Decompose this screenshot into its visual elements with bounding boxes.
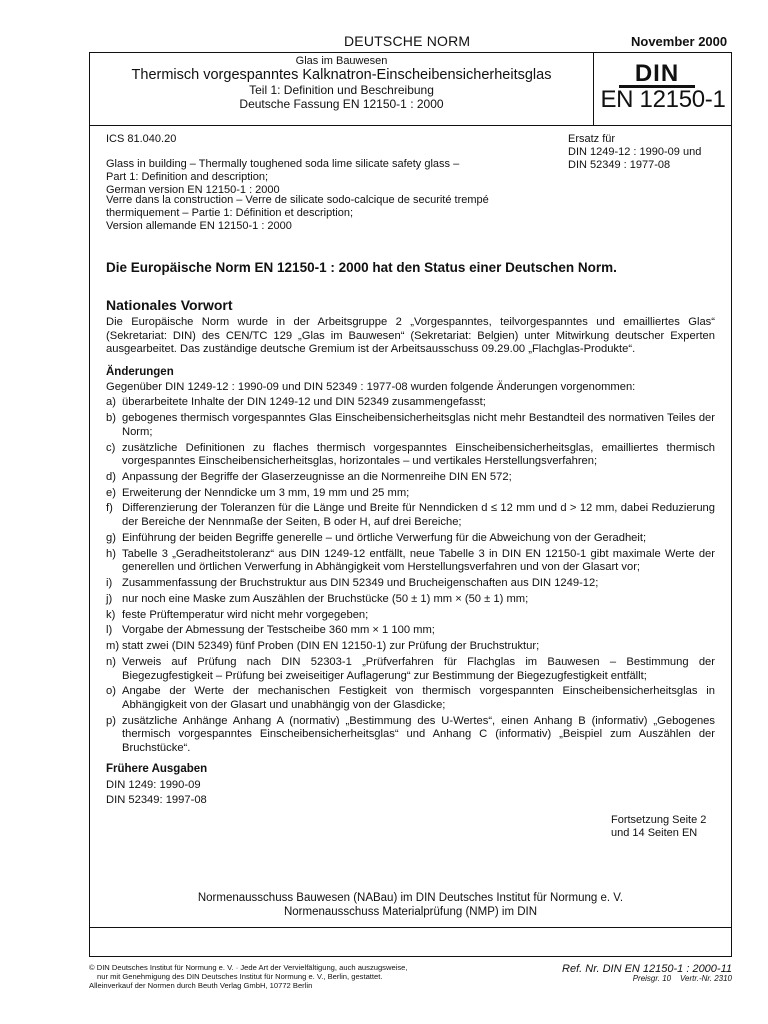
- change-item-label: g): [106, 531, 116, 544]
- fruehere-heading: Frühere Ausgaben: [106, 763, 208, 776]
- standard-number: EN 12150-1: [600, 86, 726, 113]
- change-item-label: n): [106, 655, 116, 668]
- change-item: [106, 577, 715, 591]
- document-frame: [89, 52, 732, 957]
- change-item-label: d): [106, 470, 116, 483]
- change-item-text: Zusammenfassung der Bruchstruktur aus DIN 52349 und Brucheigenschaften aus DIN 1249-12;: [122, 577, 599, 589]
- change-item-text: nur noch eine Maske zum Auszählen der Bruchstücke (50 ± 1) mm × (50 ± 1) mm;: [122, 592, 529, 605]
- price-info: [548, 974, 732, 983]
- english-title-line: Part 1: Definition and description;: [106, 171, 269, 183]
- change-item-text: Anpassung der Begriffe der Glaserzeugnisse an die Normenreihe DIN EN 572;: [122, 470, 512, 483]
- change-item-label: o): [106, 685, 116, 698]
- main-content: [106, 297, 715, 808]
- bottom-rule: [90, 927, 731, 928]
- price-group: Preisgr. 10: [632, 974, 672, 983]
- english-title-line: German version EN 12150-1 : 2000: [106, 184, 280, 196]
- french-title-line: thermiquement – Partie 1: Définition et description;: [106, 207, 354, 219]
- copyright-line: nur mit Genehmigung des DIN Deutsches Institut für Normung e. V., Berlin, gestattet.: [97, 972, 383, 982]
- change-item: [106, 396, 715, 410]
- change-item-label: c): [106, 441, 116, 454]
- ersatz-line: DIN 1249-12 : 1990-09 und: [568, 146, 702, 158]
- change-item-text: feste Prüftemperatur wird nicht mehr vorgegeben;: [122, 608, 369, 621]
- fruehere-item: DIN 1249: 1990-09: [106, 779, 201, 792]
- change-item: [106, 656, 715, 683]
- change-item: [106, 471, 715, 485]
- title-part: Teil 1: Definition und Beschreibung: [249, 83, 434, 97]
- fortsetzung-line: und 14 Seiten EN: [611, 827, 698, 839]
- change-item-text: Tabelle 3 „Geradheitstoleranz“ aus DIN 1249-12 entfällt, neue Tabelle 3 in DIN EN 12150-1 gibt maximale Werte der generellen und örtlichen Verwerfung in Abhängigkeit vom Herstellungsverfahren und von der Glasart vor;: [122, 547, 715, 574]
- reference-number: Ref. Nr. DIN EN 12150-1 : 2000-11: [562, 963, 732, 975]
- aenderungen-intro: Gegenüber DIN 1249-12 : 1990-09 und DIN 52349 : 1977-08 wurden folgende Änderungen vorgenommen:: [106, 380, 636, 393]
- changes-list: [106, 396, 715, 755]
- committee-block: [90, 891, 731, 919]
- change-item-text: Erweiterung der Nenndicke um 3 mm, 19 mm und 25 mm;: [122, 486, 410, 499]
- copyright-footer: [89, 963, 408, 991]
- change-item: [106, 532, 715, 546]
- change-item-text: zusätzliche Definitionen zu flaches thermisch vorgespanntes Einscheibensicherheitsglas, emailliertes thermisch vorgespanntes Einscheibensicherheitsglas, horizontales – und vertikales Herstellungsverfahren;: [122, 441, 715, 468]
- change-item-label: h): [106, 547, 116, 560]
- change-item-label: m): [106, 640, 120, 653]
- change-item: [106, 548, 715, 575]
- change-item-label: i): [106, 577, 113, 589]
- aenderungen-heading: Änderungen: [106, 365, 174, 378]
- change-item: [106, 593, 715, 607]
- change-item: [106, 715, 715, 756]
- english-title-line: Glass in building – Thermally toughened soda lime silicate safety glass –: [106, 158, 460, 170]
- vorwort-heading: Nationales Vorwort: [106, 297, 233, 313]
- change-item-text: Angabe der Werte der mechanischen Festigkeit von thermisch vorgespannten Einscheibensicherheitsglas in Abhängigkeit von der Glasart und unabhängig von der Glasdicke;: [122, 685, 715, 711]
- change-item-label: p): [106, 714, 116, 727]
- fortsetzung: [611, 814, 706, 840]
- reference-footer: [548, 963, 732, 983]
- title-rule: [90, 125, 731, 126]
- french-title-line: Version allemande EN 12150-1 : 2000: [106, 220, 292, 232]
- change-item: [106, 609, 715, 623]
- change-item-text: statt zwei (DIN 52349) fünf Proben (DIN EN 12150-1) zur Prüfung der Bruchstruktur;: [122, 640, 540, 653]
- change-item-text: Vorgabe der Abmessung der Testscheibe 360 mm × 1 100 mm;: [122, 624, 435, 637]
- fortsetzung-line: Fortsetzung Seite 2: [611, 814, 707, 826]
- change-item-label: j): [106, 592, 113, 605]
- change-item: [106, 502, 715, 529]
- title-line-1: Glas im Bauwesen: [295, 55, 388, 67]
- fruehere-list: [106, 778, 715, 808]
- ersatz-line: Ersatz für: [568, 133, 616, 145]
- copyright-line: Alleinverkauf der Normen durch Beuth Verlag GmbH, 10772 Berlin: [89, 981, 313, 991]
- change-item-text: Verweis auf Prüfung nach DIN 52303-1 „Prüfverfahren für Flachglas im Bauwesen – Bestimmung der Biegezugfestigkeit – Prüfung bei zweiseitiger Auflagerung“ zur Bestimmung der Biegezugfestigkeit entfällt;: [122, 655, 715, 682]
- change-item: [106, 624, 715, 638]
- title-main: Thermisch vorgespanntes Kalknatron-Einscheibensicherheitsglas: [131, 67, 552, 83]
- english-title: [106, 158, 459, 197]
- change-item-text: Einführung der beiden Begriffe generelle – und örtliche Verwerfung für die Abweichung von der Geradheit;: [122, 531, 647, 544]
- change-item: [106, 640, 715, 654]
- change-item: [106, 487, 715, 501]
- french-title-line: Verre dans la construction – Verre de silicate sodo-calcique de securité trempé: [106, 194, 489, 206]
- change-item: [106, 412, 715, 439]
- change-item-label: b): [106, 412, 116, 425]
- din-logo: DIN: [619, 63, 695, 88]
- status-statement: Die Europäische Norm EN 12150-1 : 2000 hat den Status einer Deutschen Norm.: [106, 260, 617, 275]
- change-item-text: Differenzierung der Toleranzen für die Länge und Breite für Nenndicken d ≤ 12 mm und d > 12 mm, dabei Reduzierung der Bereiche der Nennmaße der Seiten, B oder H, auf drei Bereiche;: [122, 502, 715, 529]
- title-block: [90, 55, 593, 111]
- change-item: [106, 685, 715, 712]
- committee-line: Normenausschuss Materialprüfung (NMP) im DIN: [283, 906, 538, 918]
- change-item-label: e): [106, 486, 116, 499]
- committee-line: Normenausschuss Bauwesen (NABau) im DIN Deutsches Institut für Normung e. V.: [197, 892, 624, 904]
- header-deutsche-norm: DEUTSCHE NORM: [344, 33, 471, 49]
- change-item-text: zusätzliche Anhänge Anhang A (normativ) „Bestimmung des U-Wertes“, einen Anhang B (informativ) „Gebogenes thermisch vorgespanntes Einscheibensicherheitsglas“ und Anhang C (informativ) „Beispiel zum Auszählen der Bruchstücke“.: [122, 714, 715, 754]
- title-version: Deutsche Fassung EN 12150-1 : 2000: [239, 97, 444, 111]
- vorwort-text: Die Europäische Norm wurde in der Arbeitsgruppe 2 „Vorgespanntes, teilvorgespanntes und emailliertes Glas“ (Sekretariat: DIN) des CEN/TC 129 „Glas im Bauwesen“ (Sekretariat: Belgien) unter Mitwirkung deutscher Experten ausgearbeitet. Das zuständige deutsche Gremium ist der Arbeitsausschuss 09.29.00 „Flachglas-Produkte“.: [106, 316, 715, 356]
- title-divider: [593, 53, 594, 125]
- change-item-label: k): [106, 608, 116, 621]
- ersatz-block: [568, 133, 701, 172]
- change-item-label: a): [106, 396, 116, 409]
- ics-code: ICS 81.040.20: [106, 133, 177, 145]
- vertrieb-number: Vertr.-Nr. 2310: [679, 974, 732, 983]
- french-title: [106, 194, 489, 233]
- ersatz-line: DIN 52349 : 1977-08: [568, 159, 671, 171]
- change-item-label: l): [106, 624, 113, 637]
- change-item: [106, 442, 715, 469]
- fruehere-item: DIN 52349: 1997-08: [106, 794, 207, 807]
- copyright-line: © DIN Deutsches Institut für Normung e. V. · Jede Art der Vervielfältigung, auch auszugsweise,: [89, 963, 408, 972]
- header-date: November 2000: [631, 34, 728, 49]
- change-item-text: gebogenes thermisch vorgespanntes Glas Einscheibensicherheitsglas nicht mehr Bestandteil des normativen Teiles der Norm;: [122, 412, 715, 438]
- change-item-label: f): [106, 502, 113, 515]
- change-item-text: überarbeitete Inhalte der DIN 1249-12 und DIN 52349 zusammengefasst;: [122, 396, 486, 409]
